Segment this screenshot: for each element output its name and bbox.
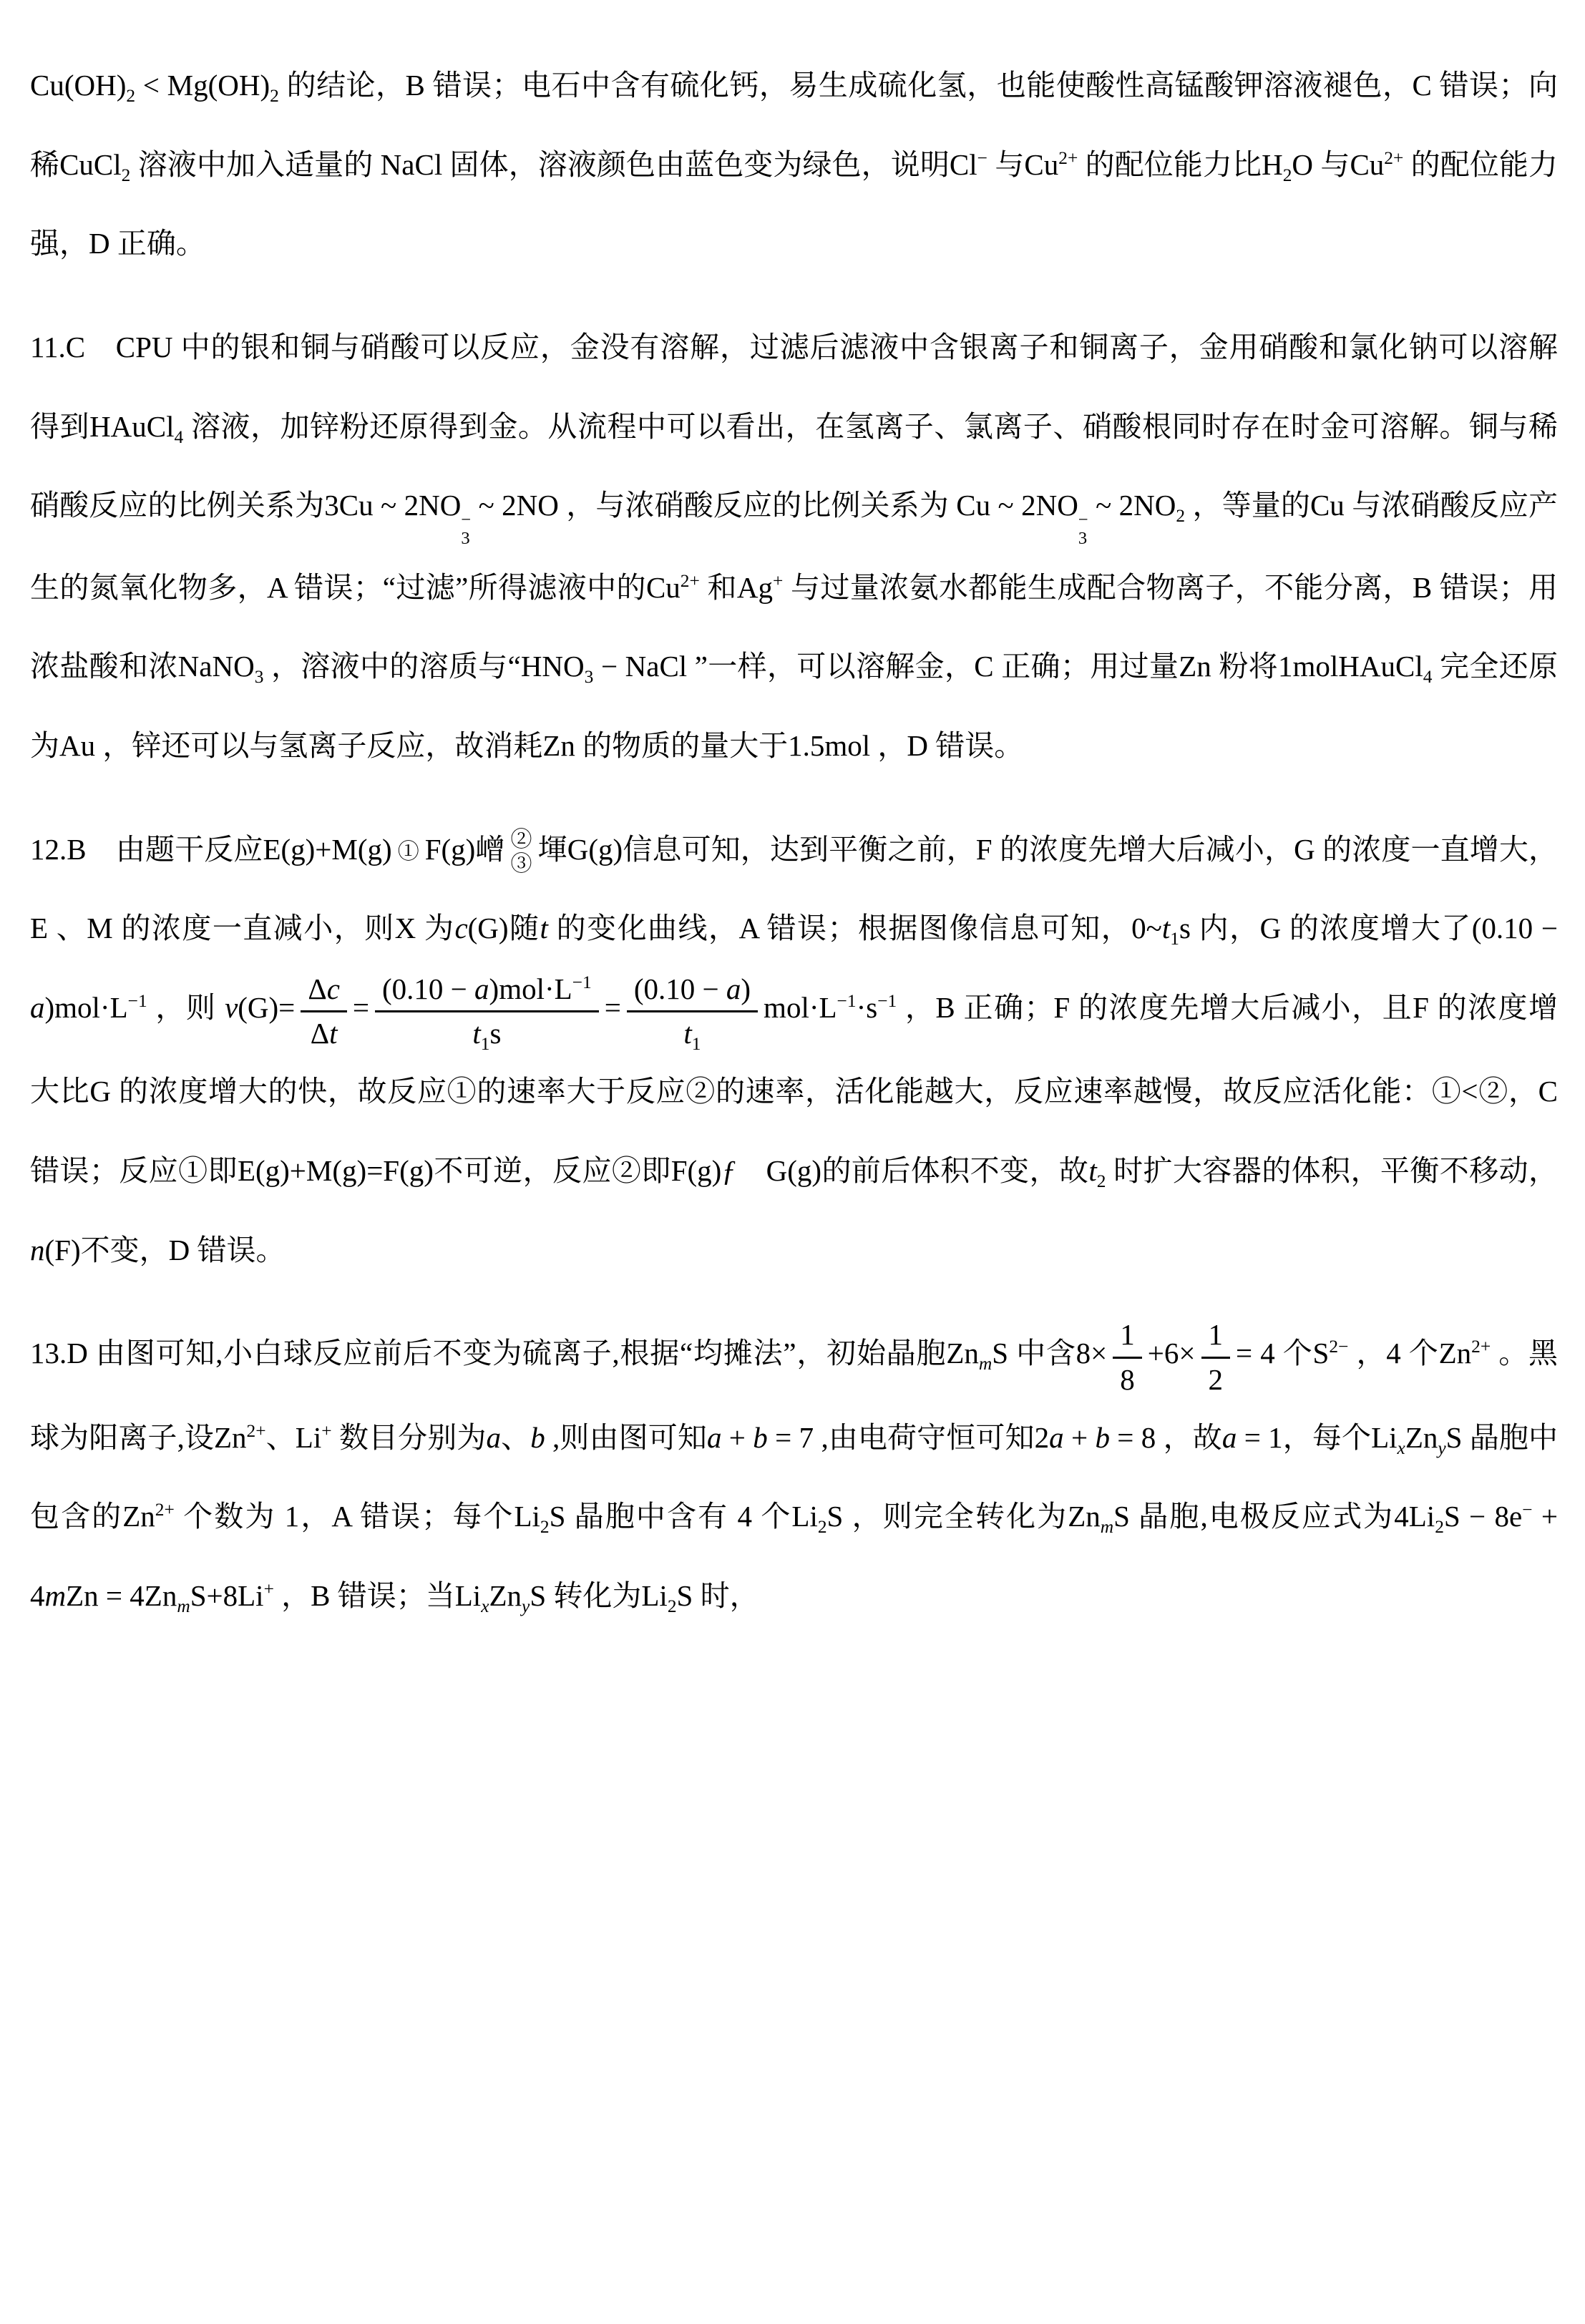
text-run: S 中含8× — [992, 1337, 1108, 1370]
text-run: c — [454, 912, 468, 945]
superscript: 2+ — [1471, 1337, 1491, 1357]
text-run: ~ 2NO ，与浓硝酸反应的比例关系为 Cu ~ 2NO — [471, 489, 1078, 522]
text-run: +6× — [1147, 1337, 1196, 1370]
subscript: m — [177, 1596, 190, 1617]
text-run: ) — [741, 972, 751, 1005]
text-run: ƒ — [721, 1154, 736, 1188]
text-run: Zn = 4Zn — [66, 1579, 177, 1613]
fraction — [375, 970, 599, 1053]
text-run: G(g)的前后体积不变，故 — [736, 1154, 1089, 1188]
text-run: S 晶胞,电极反应式为4Li — [1113, 1500, 1435, 1533]
text-run: b — [530, 1420, 545, 1454]
subscript: 2 — [667, 1596, 677, 1617]
text-run: = 8 ，故 — [1109, 1420, 1222, 1454]
subscript: 2 — [121, 165, 131, 185]
subscript: 1 — [691, 1034, 701, 1054]
text-run: ，B 正确；F 的浓度先增大后减小，且F 的浓度增大比G 的浓度增大的快，故反应①的速率大于反应②的速率，活化能越大，反应速率越慢，故反应活化能：①<②，C 错误；反应①即E(g)+M(g)=F(g)不可逆，反应②即F(g) — [30, 991, 1559, 1188]
superscript: − — [1522, 1500, 1533, 1520]
reaction-label-stack: ② ③ — [510, 827, 532, 877]
text-run: t — [329, 1017, 338, 1050]
text-run: a — [1049, 1420, 1064, 1454]
text-run: a — [726, 972, 741, 1005]
text-run: O 与Cu — [1292, 147, 1385, 181]
superscript: −1 — [572, 972, 592, 992]
text-run: S − 8e — [1443, 1500, 1523, 1533]
text-run: 的结论，B 错误；电石中含有硫化钙，易生成硫化氢，也能使酸性高锰酸钾溶液褪色，C 错误；向稀CuCl — [30, 69, 1558, 181]
text-run: t — [1088, 1154, 1097, 1188]
text-run: (G)= — [238, 991, 296, 1025]
text-run: Δ — [310, 1017, 330, 1050]
subscript: 1 — [480, 1034, 490, 1054]
text-run: t — [540, 912, 548, 945]
text-run: 1 — [1208, 1318, 1224, 1352]
text-run: b — [753, 1420, 768, 1454]
text-run: = 1，每个Li — [1237, 1420, 1398, 1454]
subscript: 2 — [540, 1517, 550, 1538]
subscript: 3 — [584, 667, 594, 688]
text-run: Zn — [489, 1579, 522, 1613]
subscript: 2 — [1176, 506, 1186, 527]
paragraph-answer-13 — [30, 1314, 1558, 1635]
subscript: 4 — [1423, 667, 1433, 688]
text-run: 、Li — [265, 1420, 322, 1454]
text-run: 、 — [500, 1420, 531, 1454]
text-run: n — [30, 1233, 45, 1266]
text-run: 完全还原为Au ，锌还可以与氢离子反应，故消耗Zn 的物质的量大于1.5mol ，D 错误。 — [30, 650, 1558, 762]
superscript: 2+ — [680, 570, 700, 591]
subscript: 2 — [270, 85, 279, 106]
text-run: mol·L — [764, 991, 837, 1025]
text-run: (F)不变，D 错误。 — [44, 1233, 286, 1266]
text-run: ~ 2NO — [1088, 489, 1176, 522]
document-body — [30, 46, 1558, 1636]
superscript: 2+ — [1384, 147, 1404, 168]
text-run: 的配位能力强，D 正确。 — [30, 147, 1558, 260]
text-run: )mol·L — [489, 972, 572, 1005]
subscript: x — [481, 1596, 489, 1617]
equilibrium-arrow: ① — [397, 839, 419, 864]
text-run: a — [706, 1420, 722, 1454]
text-run: Zn — [1405, 1420, 1438, 1454]
text-run: ,则由图可知 — [545, 1420, 707, 1454]
text-run: 的变化曲线，A 错误；根据图像信息可知，0~ — [547, 912, 1162, 945]
text-run: a — [474, 972, 489, 1005]
superscript: + — [772, 570, 784, 591]
fraction — [301, 970, 347, 1053]
text-run: (G)随 — [467, 912, 540, 945]
text-run: + — [721, 1420, 754, 1454]
superscript: 2− — [1329, 1337, 1349, 1357]
text-run: 11.C CPU 中的银和铜与硝酸可以反应，金没有溶解，过滤后滤液中含银离子和铜离子，金用硝酸和氯化钠可以溶解得到HAuCl — [30, 331, 1558, 443]
subscript: m — [1100, 1517, 1114, 1538]
text-run: − NaCl ”一样，可以溶解金，C 正确；用过量Zn 粉将1molHAuCl — [593, 650, 1423, 683]
text-run: < Mg(OH) — [135, 69, 270, 102]
superscript: −1 — [877, 990, 897, 1011]
superscript: + — [263, 1578, 274, 1599]
charge-subscript-stack: − 3 — [1078, 509, 1088, 548]
text-run: + 4 — [30, 1500, 1559, 1613]
superscript: −1 — [127, 990, 147, 1011]
text-run: s — [489, 1017, 502, 1050]
text-run: = 4 个S — [1236, 1337, 1330, 1370]
text-run: 2 — [1208, 1362, 1224, 1396]
charge-subscript-stack: − 3 — [461, 509, 472, 548]
paragraph-answer-11 — [30, 308, 1558, 786]
text-run: 时扩大容器的体积，平衡不移动， — [1106, 1154, 1558, 1188]
text-run: ，B 错误；当Li — [273, 1579, 482, 1613]
text-run: 个数为 1，A 错误；每个Li — [174, 1500, 540, 1533]
subscript: 3 — [254, 667, 264, 688]
text-run: ，4 个Zn — [1348, 1337, 1472, 1370]
superscript: 2+ — [1058, 147, 1078, 168]
subscript: 2 — [1096, 1171, 1106, 1191]
text-run: a — [486, 1420, 501, 1454]
paragraph-answer-10-continuation — [30, 46, 1558, 283]
text-run: 溶液，加锌粉还原得到金。从流程中可以看出，在氢离子、氯离子、硝酸根同时存在时金可溶解。铜与稀硝酸反应的比例关系为3Cu ~ 2NO — [30, 409, 1558, 522]
text-run: F(g)嶒 — [424, 832, 505, 866]
text-run: 与过量浓氨水都能生成配合物离子，不能分离，B 错误；用浓盐酸和浓NaNO — [30, 570, 1558, 683]
text-run: m — [44, 1579, 67, 1613]
subscript: 1 — [1170, 929, 1179, 949]
text-run: S 晶胞中包含的Zn — [30, 1420, 1559, 1533]
text-run: c — [326, 972, 340, 1005]
subscript: y — [522, 1596, 530, 1617]
text-run: t — [472, 1017, 481, 1050]
subscript: 2 — [1435, 1517, 1444, 1538]
text-run: t — [1161, 912, 1171, 945]
text-run: 和Ag — [699, 570, 773, 604]
text-run: ，则 — [147, 991, 225, 1025]
text-run: a — [30, 991, 45, 1025]
subscript: 2 — [1282, 165, 1292, 185]
text-run: ，溶液中的溶质与“HNO — [263, 650, 585, 683]
subscript: m — [978, 1354, 993, 1375]
text-run: S+8Li — [190, 1579, 264, 1613]
text-run: t — [683, 1017, 692, 1050]
text-run: ，等量的Cu 与浓硝酸反应产生的氮氧化物多，A 错误；“过滤”所得滤液中的Cu — [30, 489, 1558, 604]
text-run: S 晶胞中含有 4 个Li — [549, 1500, 818, 1533]
fraction — [627, 970, 758, 1053]
text-run: 。黑球为阳离子,设Zn — [30, 1337, 1559, 1454]
text-run: 溶液中加入适量的 NaCl 固体，溶液颜色由蓝色变为绿色，说明Cl — [130, 147, 977, 181]
subscript: x — [1397, 1437, 1405, 1458]
text-run: s 内，G 的浓度增大了(0.10 − — [1179, 912, 1559, 945]
subscript: y — [1438, 1437, 1446, 1458]
text-run: S ，则完全转化为Zn — [826, 1500, 1101, 1533]
text-run: 12.B 由题干反应E(g)+M(g) — [30, 832, 392, 866]
text-run: S 转化为Li — [530, 1579, 668, 1613]
subscript: 2 — [817, 1517, 827, 1538]
text-run: 8 — [1120, 1362, 1135, 1396]
superscript: + — [321, 1420, 332, 1441]
superscript: − — [977, 147, 987, 168]
text-run: (0.10 − — [633, 972, 726, 1005]
subscript: 2 — [126, 85, 136, 106]
paragraph-answer-12 — [30, 810, 1558, 1290]
text-run: = 7 ,由电荷守恒可知2 — [767, 1420, 1050, 1454]
text-run: 数目分别为 — [331, 1420, 487, 1454]
text-run: a — [1221, 1420, 1237, 1454]
text-run: Cu(OH) — [30, 69, 127, 102]
text-run: )mol·L — [44, 991, 128, 1025]
text-run: v — [225, 991, 238, 1025]
superscript: 2+ — [155, 1500, 175, 1520]
text-run: 与Cu — [987, 147, 1059, 181]
text-run: ·s — [856, 991, 878, 1025]
text-run: 13.D 由图可知,小白球反应前后不变为硫离子,根据“均摊法”，初始晶胞Zn — [30, 1337, 979, 1370]
superscript: 2+ — [246, 1420, 266, 1441]
text-run: + — [1063, 1420, 1096, 1454]
superscript: −1 — [837, 990, 857, 1011]
text-run: S 时， — [676, 1579, 759, 1613]
text-run: 的配位能力比H — [1078, 147, 1283, 181]
text-run: 1 — [1120, 1318, 1135, 1352]
text-run: (0.10 − — [382, 972, 475, 1005]
text-run: = — [352, 991, 370, 1025]
subscript: 4 — [174, 426, 184, 447]
fraction — [1201, 1315, 1231, 1398]
text-run: b — [1095, 1420, 1110, 1454]
text-run: 堚G(g)信息可知，达到平衡之前，F 的浓度先增大后减小，G 的浓度一直增大，E 、M 的浓度一直减小，则X 为 — [30, 832, 1558, 945]
text-run: = — [604, 991, 621, 1025]
text-run: Δ — [308, 972, 327, 1005]
fraction — [1113, 1315, 1142, 1398]
